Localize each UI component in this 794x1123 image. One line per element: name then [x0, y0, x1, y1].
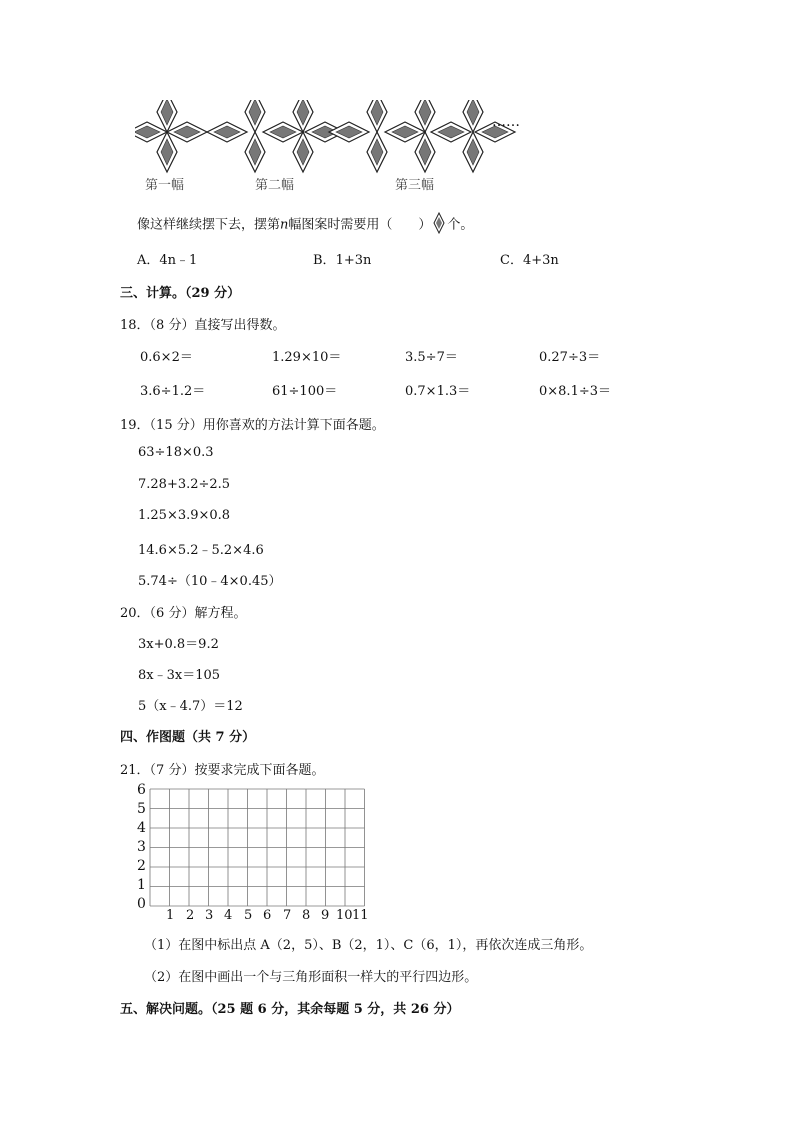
- q17-option-c[interactable]: [500, 249, 559, 268]
- option-letter: A．: [137, 253, 160, 268]
- section-4-title: 四、作图题（共 7 分）: [120, 730, 256, 745]
- q17-stem-text-3: 个。: [447, 217, 474, 233]
- figure-label-2: 第二幅: [255, 178, 295, 193]
- q19-item-3: 1.25×3.9×0.8: [138, 508, 231, 523]
- x-label-2: 2: [186, 908, 195, 923]
- pattern-1: [135, 100, 207, 172]
- pattern-2: [207, 100, 345, 172]
- q18-title: 18．（8 分）直接写出得数。: [120, 318, 286, 333]
- q17-stem-n: n: [280, 217, 289, 233]
- q17-stem: [137, 212, 473, 238]
- x-label-7: 7: [283, 908, 292, 923]
- q18-r2-c3: 0.7×1.3＝: [405, 384, 471, 399]
- option-text: 4+3n: [522, 253, 559, 268]
- q18-r2-c1: 3.6÷1.2＝: [140, 384, 206, 399]
- q19-item-2: 7.28+3.2÷2.5: [138, 477, 231, 492]
- q18-r1-c1: 0.6×2＝: [140, 350, 193, 365]
- q20-title: 20．（6 分）解方程。: [120, 606, 247, 621]
- q18-r2-c2: 61÷100＝: [272, 384, 338, 399]
- q17-stem-text-2: 幅图案时需要用（ ）: [288, 217, 432, 233]
- y-label-2: 2: [137, 858, 146, 874]
- option-text: 1+3n: [335, 253, 372, 268]
- q17-stem-text-1: 像这样继续摆下去，摆第: [137, 217, 281, 233]
- q18-r1-c3: 3.5÷7＝: [405, 350, 458, 365]
- diamond-icon: [433, 212, 445, 238]
- grid-drawing[interactable]: [130, 780, 370, 925]
- option-text: 4n﹣1: [159, 253, 198, 268]
- coordinate-grid[interactable]: [130, 780, 370, 925]
- y-label-5: 5: [137, 801, 146, 817]
- x-label-4: 4: [224, 908, 233, 923]
- figure-label-3: 第三幅: [395, 178, 435, 193]
- q18-r2-c4: 0×8.1÷3＝: [539, 384, 612, 399]
- q21-sub-1: （1）在图中标出点 A（2，5）、B（2，1）、C（6，1），再依次连成三角形。: [144, 938, 593, 953]
- q17-option-a[interactable]: [137, 249, 197, 268]
- y-label-1: 1: [137, 877, 146, 893]
- q20-item-3: 5（x﹣4.7）＝12: [138, 699, 243, 714]
- x-label-10: 10: [336, 908, 353, 923]
- q20-item-1: 3x+0.8＝9.2: [138, 637, 219, 652]
- y-label-0: 0: [137, 896, 146, 912]
- q17-option-b[interactable]: [313, 249, 371, 268]
- x-label-6: 6: [263, 908, 272, 923]
- q18-r1-c2: 1.29×10＝: [272, 350, 342, 365]
- q19-title: 19．（15 分）用你喜欢的方法计算下面各题。: [120, 418, 385, 433]
- x-label-11: 11: [352, 908, 369, 923]
- q19-item-4: 14.6×5.2﹣5.2×4.6: [138, 543, 264, 558]
- q21-title: 21．（7 分）按要求完成下面各题。: [120, 763, 325, 778]
- q19-item-1: 63÷18×0.3: [138, 445, 214, 460]
- x-label-1: 1: [166, 908, 175, 923]
- y-label-4: 4: [137, 820, 146, 836]
- x-label-8: 8: [302, 908, 311, 923]
- section-3-title: 三、计算。（29 分）: [120, 286, 241, 301]
- q18-r1-c4: 0.27÷3＝: [539, 350, 601, 365]
- q20-item-2: 8x﹣3x＝105: [138, 668, 221, 683]
- pattern-figure: [135, 100, 530, 196]
- q21-sub-2: （2）在图中画出一个与三角形面积一样大的平行四边形。: [144, 970, 478, 985]
- q19-item-5: 5.74÷（10﹣4×0.45）: [138, 574, 282, 589]
- pattern-3: [329, 100, 515, 172]
- figure-ellipsis: ……: [492, 114, 520, 130]
- diamond-pattern-drawing: [135, 100, 530, 196]
- figure-label-1: 第一幅: [145, 178, 185, 193]
- section-5-title: 五、解决问题。（25 题 6 分，其余每题 5 分，共 26 分）: [120, 1002, 460, 1017]
- y-label-6: 6: [137, 782, 146, 798]
- y-label-3: 3: [137, 839, 146, 855]
- option-letter: B．: [313, 253, 336, 268]
- x-label-3: 3: [205, 908, 214, 923]
- option-letter: C．: [500, 253, 523, 268]
- x-label-5: 5: [244, 908, 253, 923]
- x-label-9: 9: [321, 908, 330, 923]
